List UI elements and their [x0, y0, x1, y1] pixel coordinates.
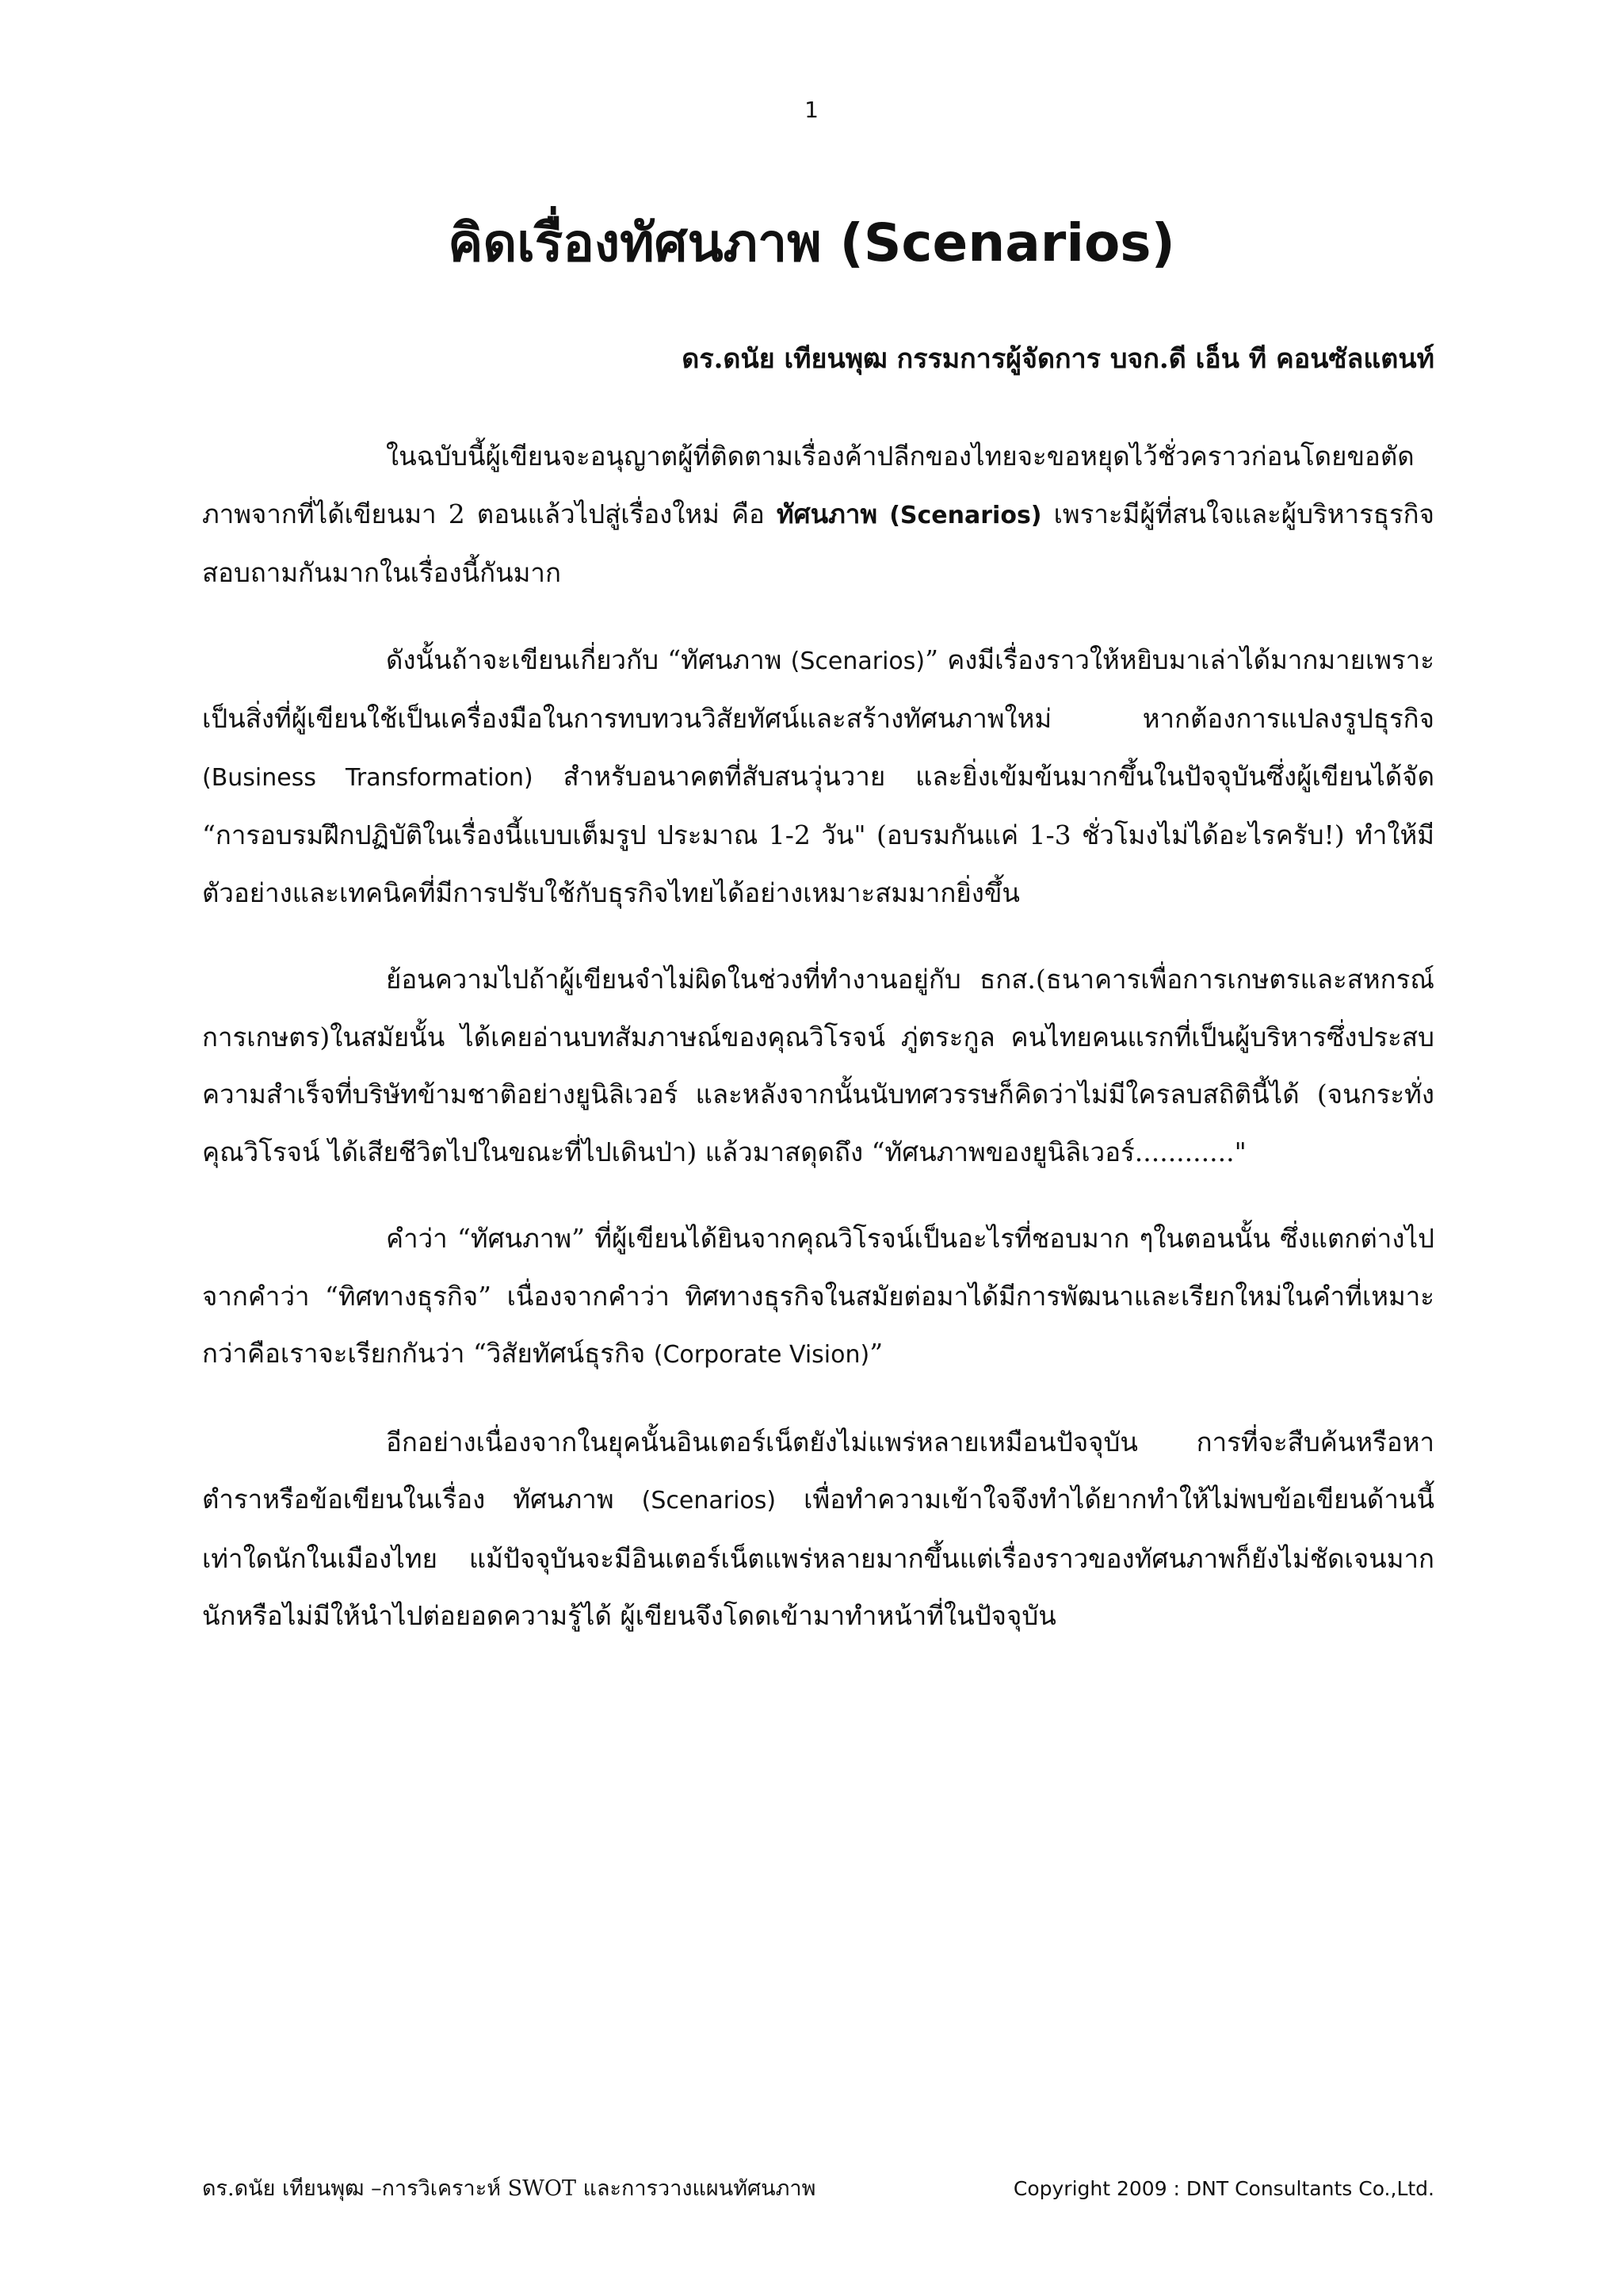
- paragraph-3-text: ย้อนความไปถ้าผู้เขียนจำไม่ผิดในช่วงที่ทำงานอยู่กับ ธกส.(ธนาคารเพื่อการเกษตรและสหกรณ์การเกษตร)ในสมัยนั้น ได้เคยอ่านบทสัมภาษณ์ของคุณวิโรจน์ ภู่ตระกูล คนไทยคนแรกที่เป็นผู้บริหารซึ่งประสบความสำเร็จที่บริษัทข้ามชาติอย่างยูนิลิเวอร์ และหลังจากนั้นนับทศวรรษก็คิดว่าไม่มีใครลบสถิตินี้ได้ (จนกระทั่งคุณวิโรจน์ ได้เสียชีวิตไปในขณะที่ไปเดินป่า) แล้วมาสดุดถึง “ทัศนภาพของยูนิลิเวอร์............": [202, 964, 1434, 1167]
- paragraph-4: [202, 1210, 1434, 1385]
- footer-left-text: ดร.ดนัย เทียนพุฒ –การวิเคราะห์ SWOT และการวางแผนทัศนภาพ: [202, 2176, 816, 2201]
- paragraph-1-emphasis: ทัศนภาพ: [776, 498, 878, 529]
- paragraph-5-text-c: เพื่อทำความเข้าใจจึงทำได้ยากทำให้ไม่พบข้อเขียนด้านนี้เท่าใดนักในเมืองไทย แม้ปัจจุบันจะมีอินเตอร์เน็ตแพร่หลายมากขึ้นแต่เรื่องราวของทัศนภาพก็ยังไม่ชัดเจนมากนักหรือไม่มีให้นำไปต่อยอดความรู้ได้ ผู้เขียนจึงโดดเข้ามาทำหน้าที่ในปัจจุบัน: [202, 1484, 1435, 1631]
- paragraph-5-text-a: อีกอย่างเนื่องจากในยุคนั้นอินเตอร์เน็ตยังไม่แพร่หลายเหมือนปัจจุบัน การที่จะสืบค้นหรือหาตำราหรือข้อเขียนในเรื่อง ทัศนภาพ: [202, 1426, 1434, 1515]
- paragraph-5-latin-term: (Scenarios): [641, 1487, 777, 1515]
- paragraph-2: [202, 632, 1434, 923]
- paragraph-3: [202, 951, 1434, 1181]
- paragraph-4-latin-term: (Corporate Vision): [653, 1341, 870, 1369]
- document-title: คิดเรื่องทัศนภาพ (Scenarios): [448, 212, 1175, 273]
- paragraph-5: [202, 1414, 1434, 1645]
- paragraph-2-text-c: ” คงมีเรื่องราวให้หยิบมาเล่าได้มากมายเพราะเป็นสิ่งที่ผู้เขียนใช้เป็นเครื่องมือในการทบทวนวิสัยทัศน์และสร้างทัศนภาพใหม่ หากต้องการแปลงรูปธุรกิจ: [202, 644, 1434, 734]
- paragraph-1-text-d: เพราะมีผู้ที่สนใจและผู้บริหารธุรกิจสอบถามกันมากในเรื่องนี้กันมาก: [202, 498, 1434, 588]
- paragraph-1-text-a: ในฉบับนี้ผู้เขียนจะอนุญาตผู้ที่ติดตามเรื่องค้าปลีกของไทยจะขอหยุดไว้ชั่วคราวก่อนโดยขอตัดภาพจากที่ได้เขียนมา 2 ตอนแล้วไปสู่เรื่องใหม่ คือ: [202, 441, 1415, 529]
- paragraph-2-latin-term-1: (Scenarios): [790, 647, 926, 675]
- paragraph-2-latin-term-2: (Business Transformation): [202, 763, 533, 792]
- page-number: 1: [804, 97, 819, 123]
- paragraph-1-latin-term: (Scenarios): [877, 501, 1042, 529]
- paragraph-4-text-a: คำว่า “ทัศนภาพ” ที่ผู้เขียนได้ยินจากคุณวิโรจน์เป็นอะไรที่ชอบมาก ๆในตอนนั้น ซึ่งแตกต่างไปจากคำว่า “ทิศทางธุรกิจ” เนื่องจากคำว่า ทิศทางธุรกิจในสมัยต่อมาได้มีการพัฒนาและเรียกใหม่ในคำที่เหมาะกว่าคือเราจะเรียกกันว่า “วิสัยทัศน์ธุรกิจ: [202, 1223, 1434, 1369]
- paragraph-4-text-c: ”: [869, 1338, 884, 1369]
- author-line: ดร.ดนัย เทียนพุฒ กรรมการผู้จัดการ บจก.ดี เอ็น ที คอนซัลแตนท์: [682, 343, 1434, 375]
- footer-copyright: Copyright 2009 : DNT Consultants Co.,Ltd.: [1013, 2177, 1434, 2200]
- paragraph-2-text-a: ดังนั้นถ้าจะเขียนเกี่ยวกับ “ทัศนภาพ: [386, 644, 791, 675]
- paragraph-2-text-e: สำหรับอนาคตที่สับสนวุ่นวาย และยิ่งเข้มข้นมากขึ้นในปัจจุบันซึ่งผู้เขียนได้จัด “การอบรมฝึกปฏิบัติในเรื่องนี้แบบเต็มรูป ประมาณ 1-2 วัน" (อบรมกันแค่ 1-3 ชั่วโมงไม่ได้อะไรครับ!) ทำให้มีตัวอย่างและเทคนิคที่มีการปรับใช้กับธุรกิจไทยได้อย่างเหมาะสมมากยิ่งขึ้น: [202, 760, 1434, 908]
- paragraph-1: [202, 428, 1434, 602]
- document-body: [202, 428, 1434, 1675]
